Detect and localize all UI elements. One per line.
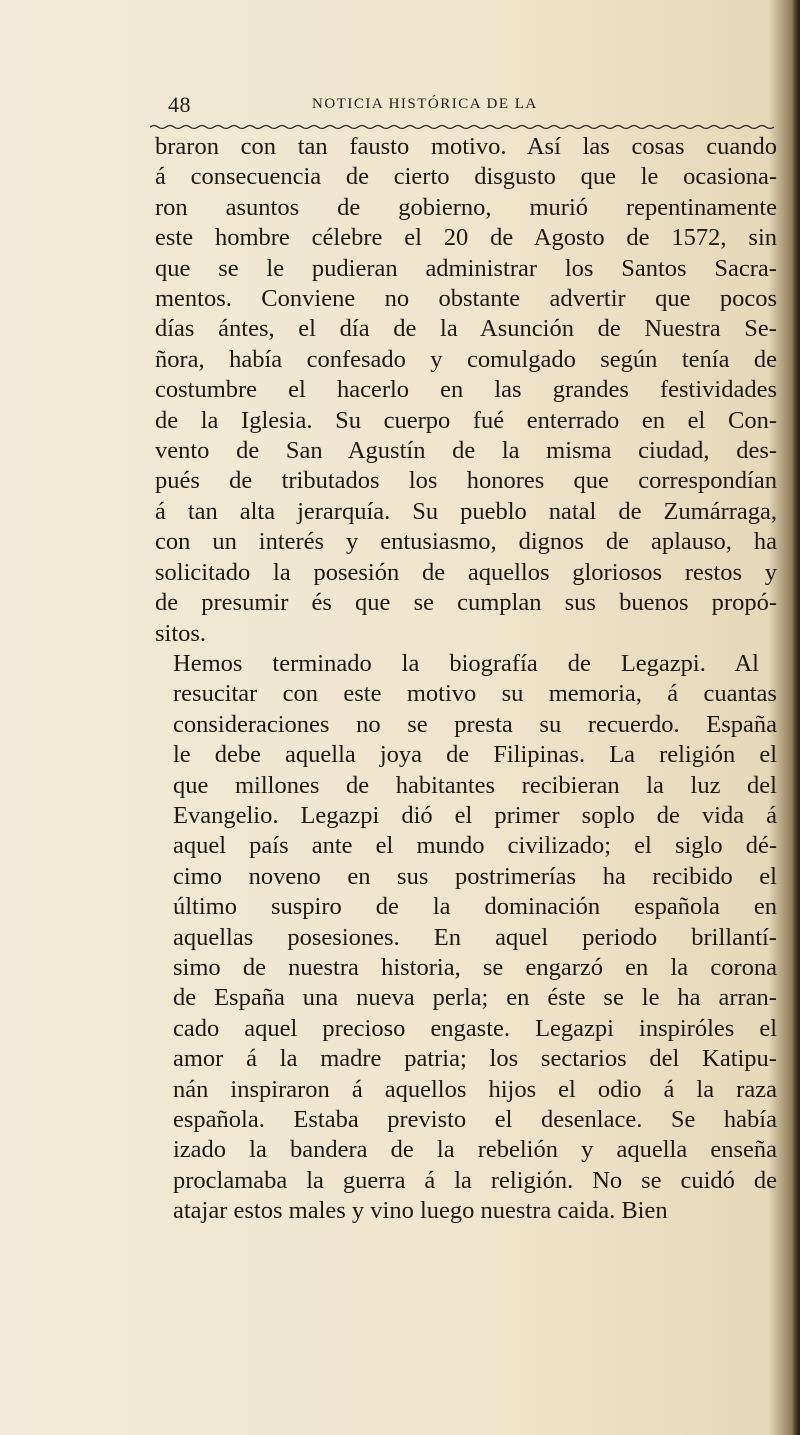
text-line: Evangelio. Legazpi dió el primer soplo de vida á xyxy=(173,801,777,829)
text-line: costumbre el hacerlo en las grandes festividades xyxy=(155,376,778,404)
text-line: á tan alta jerarquía. Su pueblo natal de Zumárraga, xyxy=(155,497,778,525)
text-line: vento de San Agustín de la misma ciudad, des- xyxy=(155,437,778,465)
text-line: á consecuencia de cierto disgusto que le ocasiona- xyxy=(155,163,777,191)
text-line: que millones de habitantes recibieran la luz del xyxy=(173,771,777,799)
text-line: con un interés y entusiasmo, dignos de aplauso, ha xyxy=(155,528,777,556)
text-line: amor á la madre patria; los sectarios del Katipu- xyxy=(173,1045,777,1073)
text-line: sitos. xyxy=(155,619,207,647)
header-rule xyxy=(150,124,778,130)
text-line: resucitar con este motivo su memoria, á cuantas xyxy=(173,680,777,708)
paragraph-2 xyxy=(155,649,777,1227)
text-line: solicitado la posesión de aquellos gloriosos restos y xyxy=(155,558,777,586)
text-line: española. Estaba previsto el desenlace. Se había xyxy=(173,1106,777,1133)
text-line: que se le pudieran administrar los Santos Sacra- xyxy=(155,254,777,282)
text-line: proclamaba la guerra á la religión. No se cuidó de xyxy=(173,1166,777,1194)
text-line: Hemos terminado la biografía de Legazpi. Al xyxy=(173,649,759,677)
text-line: este hombre célebre el 20 de Agosto de 1572, sin xyxy=(155,224,778,252)
text-line: ñora, había confesado y comulgado según tenía de xyxy=(155,345,778,373)
text-line: le debe aquella joya de Filipinas. La religión el xyxy=(173,741,778,769)
page-header xyxy=(168,92,778,118)
paragraph-1 xyxy=(155,132,777,649)
text-line: de presumir és que se cumplan sus buenos propó- xyxy=(155,589,777,617)
text-line: mentos. Conviene no obstante advertir que pocos xyxy=(155,285,778,313)
text-line: aquellas posesiones. En aquel periodo brillantí- xyxy=(173,923,777,951)
text-line: de la Iglesia. Su cuerpo fué enterrado en el Con- xyxy=(155,406,777,434)
text-line: cimo noveno en sus postrimerías ha recibido el xyxy=(173,862,777,890)
text-line: consideraciones no se presta su recuerdo. España xyxy=(173,710,778,738)
text-line: izado la bandera de la rebelión y aquella enseña xyxy=(173,1136,777,1164)
body-text xyxy=(155,132,777,1227)
text-line: braron con tan fausto motivo. Así las cosas cuando xyxy=(155,133,778,160)
text-line: cado aquel precioso engaste. Legazpi inspiróles el xyxy=(173,1014,778,1042)
text-line: nán inspiraron á aquellos hijos el odio á la raza xyxy=(173,1075,777,1103)
text-line: atajar estos males y vino luego nuestra caida. Bien xyxy=(173,1197,668,1225)
page-edge-shadow xyxy=(792,0,800,1435)
text-line: último suspiro de la dominación española en xyxy=(173,893,777,921)
running-title: NOTICIA HISTÓRICA DE LA xyxy=(312,96,538,112)
page-number: 48 xyxy=(168,92,191,117)
text-line: de España una nueva perla; en éste se le ha arran- xyxy=(173,984,777,1012)
text-line: ron asuntos de gobierno, murió repentinamente xyxy=(155,193,778,221)
text-line: simo de nuestra historia, se engarzó en la corona xyxy=(173,953,778,981)
text-line: aquel país ante el mundo civilizado; el siglo dé- xyxy=(173,832,778,860)
text-line: días ántes, el día de la Asunción de Nuestra Se- xyxy=(155,315,777,343)
text-line: pués de tributados los honores que correspondían xyxy=(155,467,777,495)
